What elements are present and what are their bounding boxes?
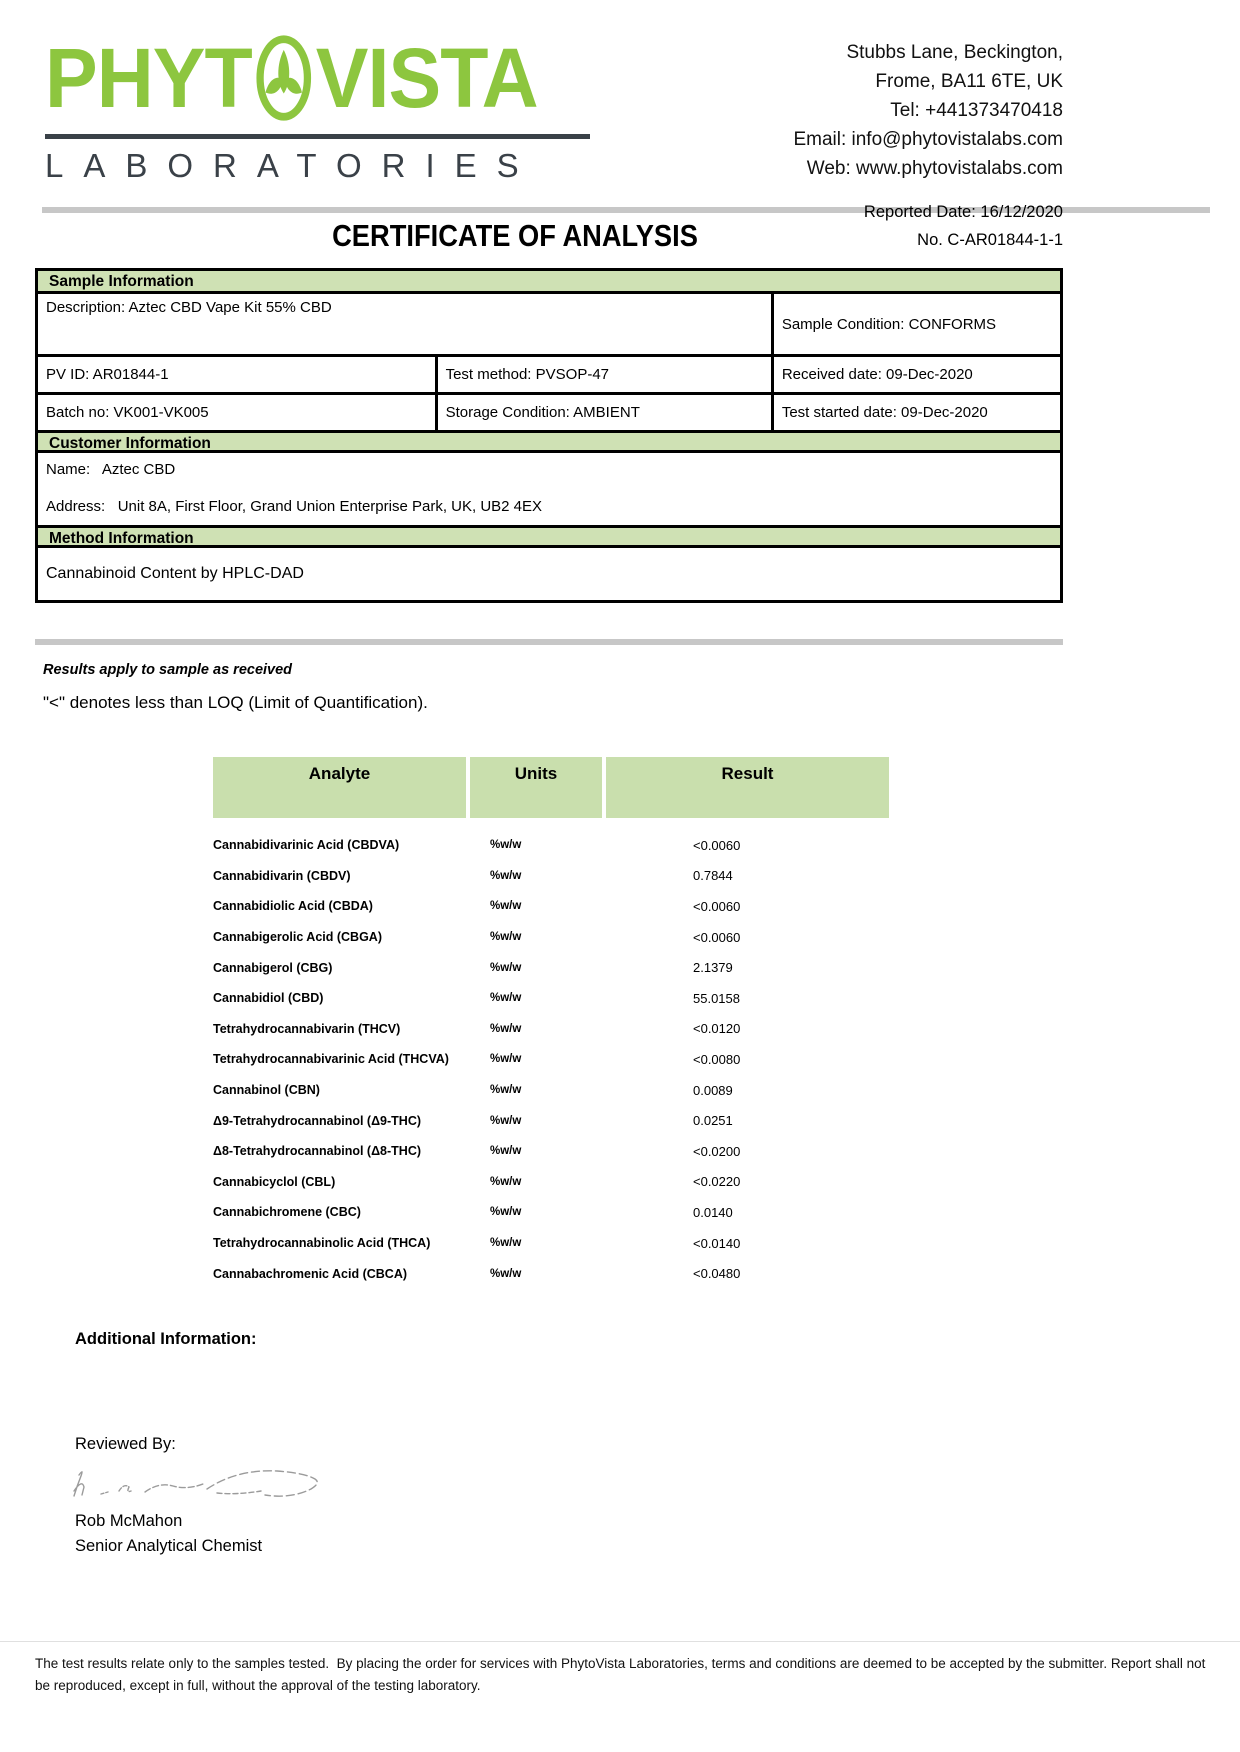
analyte-units: %w/w	[490, 900, 522, 913]
column-header-result: Result	[606, 757, 889, 818]
analyte-result: 55.0158	[693, 990, 740, 1006]
description-cell: Description: Aztec CBD Vape Kit 55% CBD	[38, 294, 774, 354]
table-row	[213, 1044, 889, 1075]
analyte-result: 0.0140	[693, 1204, 733, 1220]
storage-condition-cell: Storage Condition: AMBIENT	[438, 395, 774, 430]
table-row	[213, 983, 889, 1014]
analyte-units: %w/w	[490, 1053, 522, 1066]
logo-subtitle: LABORATORIES	[45, 147, 539, 184]
analyte-units: %w/w	[490, 992, 522, 1005]
table-row	[213, 861, 889, 892]
table-row	[213, 952, 889, 983]
analyte-result: <0.0080	[693, 1051, 741, 1067]
table-row	[213, 1258, 889, 1289]
analyte-units: %w/w	[490, 1145, 522, 1158]
table-row	[213, 1228, 889, 1259]
table-row	[213, 922, 889, 953]
column-header-analyte: Analyte	[213, 757, 466, 818]
footer-disclaimer: The test results relate only to the samples tested. By placing the order for services with PhytoVista Laboratories, terms and conditions are deemed to be accepted by the submitter. Report shall not be reproduced, except in full, without the approval of the testing laboratory.	[35, 1656, 1210, 1693]
analyte-result: <0.0060	[693, 898, 741, 914]
customer-info-body	[38, 453, 1060, 525]
logo-divider-rule	[45, 134, 590, 139]
contact-web: Web: www.phytovistalabs.com	[806, 158, 1063, 179]
analyte-name: Cannabidiolic Acid (CBDA)	[213, 899, 373, 914]
analyte-units: %w/w	[490, 1206, 522, 1219]
table-row	[213, 1014, 889, 1045]
lab-contact-block	[793, 38, 1063, 183]
table-row	[213, 1105, 889, 1136]
reviewer-name: Rob McMahon	[75, 1512, 183, 1530]
table-row	[213, 1167, 889, 1198]
logo-text-right: VISTA	[315, 30, 538, 125]
analyte-name: Δ9-Tetrahydrocannabinol (Δ9-THC)	[213, 1113, 422, 1128]
analyte-result: <0.0220	[693, 1174, 741, 1190]
additional-information-label: Additional Information:	[75, 1330, 257, 1348]
reviewed-by-label: Reviewed By:	[75, 1435, 176, 1453]
analyte-result: <0.0060	[693, 929, 741, 945]
review-block	[75, 1432, 327, 1559]
analyte-units: %w/w	[490, 1175, 522, 1188]
loq-note: "<" denotes less than LOQ (Limit of Quantification).	[43, 693, 428, 712]
contact-email: Email: info@phytovistalabs.com	[793, 129, 1063, 150]
analyte-name: Cannabigerol (CBG)	[213, 960, 333, 975]
report-number: No. C-AR01844-1-1	[917, 231, 1063, 249]
section-divider	[35, 639, 1063, 645]
footer-divider	[0, 1641, 1240, 1642]
contact-phone: Tel: +441373470418	[890, 100, 1063, 121]
analyte-result: <0.0140	[693, 1235, 741, 1251]
test-started-date-cell: Test started date: 09-Dec-2020	[781, 404, 988, 421]
table-row-batch	[38, 392, 1060, 430]
section-header-sample-information: Sample Information	[38, 271, 1060, 294]
analyte-result: 0.7844	[693, 868, 733, 884]
reported-date: Reported Date: 16/12/2020	[863, 203, 1063, 221]
sample-condition-cell: Sample Condition: CONFORMS	[781, 315, 997, 333]
logo-text-left: PHYT	[45, 30, 252, 125]
analyte-result: 0.0089	[693, 1082, 733, 1098]
analyte-result: <0.0120	[693, 1021, 741, 1037]
analyte-name: Cannabidivarin (CBDV)	[213, 868, 351, 883]
company-logo	[45, 28, 590, 185]
analyte-name: Cannabichromene (CBC)	[213, 1205, 361, 1220]
test-method-cell: Test method: PVSOP-47	[438, 357, 774, 392]
column-header-units: Units	[470, 757, 602, 818]
analyte-name: Cannabachromenic Acid (CBCA)	[213, 1266, 408, 1281]
analyte-result: <0.0480	[693, 1266, 741, 1282]
table-row	[213, 1075, 889, 1106]
pv-id-cell: PV ID: AR01844-1	[38, 357, 438, 392]
analyte-name: Tetrahydrocannabinolic Acid (THCA)	[213, 1236, 431, 1251]
table-row	[213, 891, 889, 922]
customer-address: Address: Unit 8A, First Floor, Grand Union Enterprise Park, UK, UB2 4EX	[46, 498, 543, 515]
signature-image	[67, 1461, 327, 1507]
contact-address-line2: Frome, BA11 6TE, UK	[875, 71, 1063, 92]
analyte-units: %w/w	[490, 1022, 522, 1035]
results-header-row	[213, 757, 889, 818]
analyte-name: Tetrahydrocannabivarinic Acid (THCVA)	[213, 1052, 449, 1067]
analyte-units: %w/w	[490, 1114, 522, 1127]
analyte-result: 2.1379	[693, 960, 733, 976]
table-row-pvid	[38, 354, 1060, 392]
analyte-result: <0.0200	[693, 1143, 741, 1159]
page-title: CERTIFICATE OF ANALYSIS	[332, 218, 698, 253]
analyte-name: Cannabidivarinic Acid (CBDVA)	[213, 838, 400, 853]
lotus-leaf-icon	[255, 32, 313, 124]
analyte-units: %w/w	[490, 1267, 522, 1280]
analyte-name: Cannabinol (CBN)	[213, 1083, 320, 1098]
contact-address-line1: Stubbs Lane, Beckington,	[846, 42, 1063, 63]
batch-no-cell: Batch no: VK001-VK005	[38, 395, 438, 430]
analyte-name: Cannabidiol (CBD)	[213, 991, 324, 1006]
table-row	[213, 1136, 889, 1167]
analyte-name: Cannabigerolic Acid (CBGA)	[213, 930, 382, 945]
received-date-cell: Received date: 09-Dec-2020	[781, 366, 973, 383]
table-row	[213, 1197, 889, 1228]
reviewer-title: Senior Analytical Chemist	[75, 1537, 263, 1555]
analyte-units: %w/w	[490, 961, 522, 974]
table-row-description	[38, 294, 1060, 354]
results-table	[213, 757, 889, 1289]
section-header-customer-information: Customer Information	[38, 430, 1060, 453]
customer-name: Name: Aztec CBD	[46, 461, 176, 478]
analyte-units: %w/w	[490, 1237, 522, 1250]
analyte-result: 0.0251	[693, 1113, 733, 1129]
analyte-result: <0.0060	[693, 837, 741, 853]
info-table	[35, 268, 1063, 603]
section-header-method-information: Method Information	[38, 525, 1060, 548]
table-row	[213, 830, 889, 861]
analyte-units: %w/w	[490, 1084, 522, 1097]
method-name: Cannabinoid Content by HPLC-DAD	[46, 565, 304, 582]
analyte-units: %w/w	[490, 839, 522, 852]
analyte-name: Tetrahydrocannabivarin (THCV)	[213, 1021, 401, 1036]
results-rows	[213, 830, 889, 1289]
logo-wordmark	[45, 28, 557, 128]
analyte-units: %w/w	[490, 869, 522, 882]
analyte-units: %w/w	[490, 931, 522, 944]
sample-note: Results apply to sample as received	[43, 662, 293, 678]
analyte-name: Δ8-Tetrahydrocannabinol (Δ8-THC)	[213, 1144, 422, 1159]
analyte-name: Cannabicyclol (CBL)	[213, 1174, 336, 1189]
